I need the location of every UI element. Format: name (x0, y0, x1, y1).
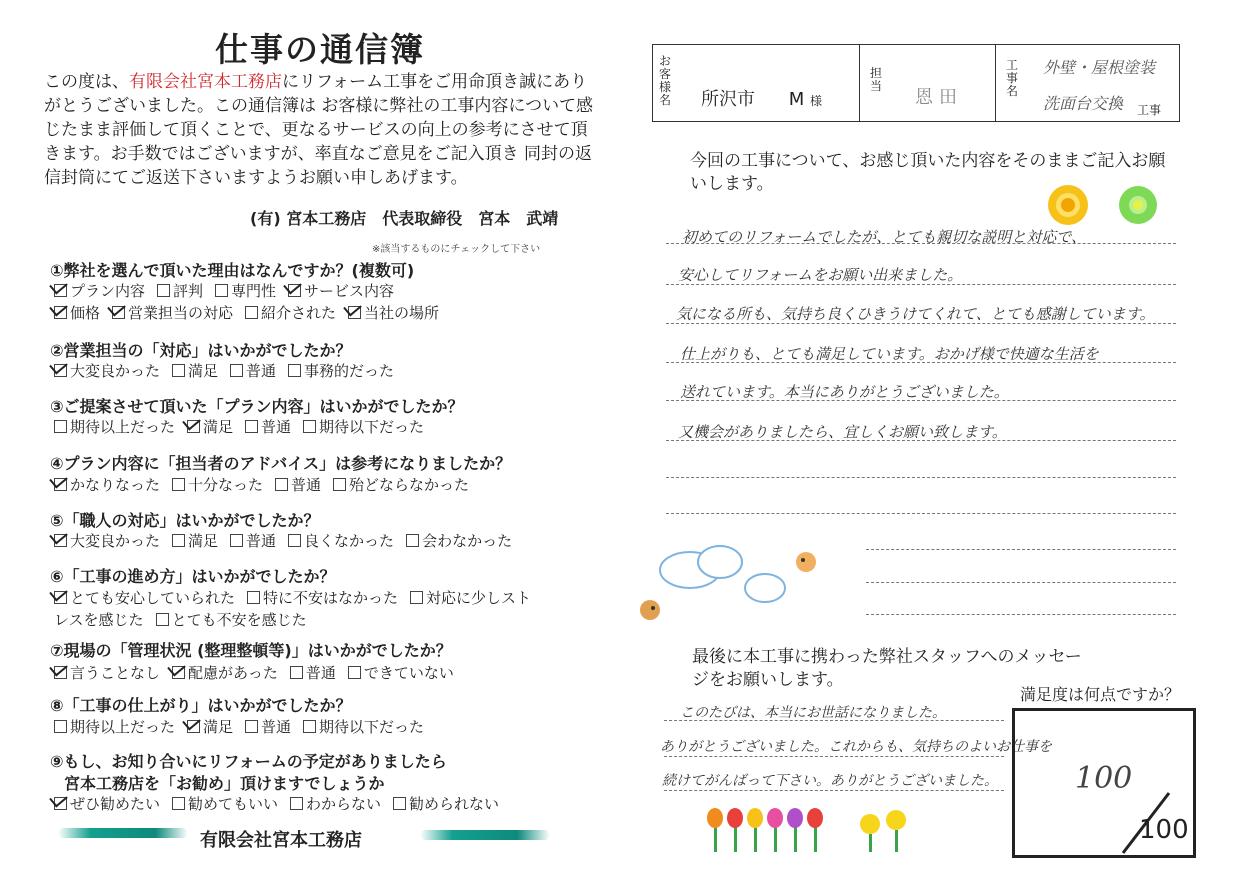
option-item[interactable] (54, 280, 145, 301)
option-item[interactable] (245, 716, 291, 737)
option-item[interactable] (54, 716, 175, 737)
option-label: 普通 (305, 664, 336, 682)
score-value: 100 (1075, 761, 1133, 796)
option-label: できていない (363, 664, 454, 682)
option-label: 十分なった (188, 476, 264, 494)
checkbox[interactable] (172, 364, 185, 377)
checkbox-checked[interactable] (112, 306, 125, 319)
checkbox[interactable] (290, 797, 303, 810)
option-item[interactable] (54, 793, 160, 814)
option-item[interactable] (172, 474, 263, 495)
decorative-brush-right (420, 830, 550, 840)
option-label: ぜひ勧めたい (70, 795, 161, 813)
option-row (54, 609, 319, 630)
score-label: 満足度は何点ですか？ (1020, 685, 1181, 704)
option-label: 大変良かった (70, 532, 161, 550)
checkbox[interactable] (245, 720, 258, 733)
option-row (54, 662, 466, 683)
checkbox[interactable] (172, 478, 185, 491)
option-label: とても安心していられた (70, 589, 236, 607)
option-label: 価格 (70, 304, 101, 322)
checkbox[interactable] (247, 591, 260, 604)
customer-city: 所沢市 (701, 89, 755, 110)
option-row (54, 416, 436, 437)
checkbox-checked[interactable] (348, 306, 361, 319)
question-label: ④プラン内容に「担当者のアドバイス」は参考になりましたか？ (50, 454, 512, 473)
option-label: 期待以下だった (319, 718, 425, 736)
cloud-icon (660, 546, 785, 602)
ruled-line (664, 756, 1004, 757)
checkbox[interactable] (303, 420, 316, 433)
option-row (54, 280, 406, 301)
option-label: 普通 (291, 476, 322, 494)
option-label: 期待以下だった (319, 418, 425, 436)
option-item[interactable] (348, 662, 454, 683)
option-item[interactable] (230, 530, 276, 551)
option-item[interactable] (393, 793, 499, 814)
footer-company-name: 有限会社宮本工務店 (200, 830, 362, 851)
option-item[interactable] (410, 587, 531, 608)
handwritten-comment-line: 送れています。本当にありがとうございました。 (680, 383, 1009, 401)
option-item[interactable] (245, 416, 291, 437)
checkbox-checked[interactable] (187, 720, 200, 733)
option-label: レスを感じた (54, 611, 144, 629)
option-label: かなりなった (70, 476, 161, 494)
checkbox-checked[interactable] (54, 306, 67, 319)
option-item[interactable] (333, 474, 469, 495)
customer-name (701, 85, 822, 111)
work-label-cell (995, 45, 1029, 121)
option-label: 特に不安はなかった (263, 589, 399, 607)
message-prompt: 最後に本工事に携わった弊社スタッフへのメッセージをお願いします。 (692, 647, 1082, 690)
checkbox[interactable] (275, 478, 288, 491)
option-item[interactable] (54, 662, 160, 683)
ruled-line (666, 477, 1176, 478)
option-item[interactable] (172, 360, 218, 381)
option-label: 大変良かった (70, 362, 161, 380)
option-label: 普通 (261, 718, 292, 736)
handwritten-comment-line: 仕上がりも、とても満足しています。おかげ様で快適な生活を (680, 345, 1099, 363)
checkbox[interactable] (410, 591, 423, 604)
staff-label-cell (859, 45, 893, 121)
option-label: 事務的だった (304, 362, 395, 380)
option-item[interactable] (157, 280, 203, 301)
ruled-line (664, 790, 1004, 791)
decorative-brush-left (58, 828, 188, 838)
handwritten-comment-line: 又機会がありましたら、宜しくお願い致します。 (678, 423, 1007, 441)
checkbox[interactable] (303, 720, 316, 733)
option-item[interactable] (288, 530, 394, 551)
option-item[interactable] (172, 662, 278, 683)
option-label: 普通 (246, 362, 277, 380)
option-label: 良くなかった (304, 532, 395, 550)
option-label: 営業担当の対応 (128, 304, 234, 322)
ruled-line (866, 614, 1176, 615)
checkbox-checked[interactable] (187, 420, 200, 433)
option-row (54, 474, 481, 495)
sunflower-icon (1048, 185, 1088, 225)
green-flower-icon (1119, 186, 1157, 224)
option-item[interactable] (290, 793, 381, 814)
page-title: 仕事の通信簿 (215, 30, 425, 69)
staff-label: 担当 (869, 66, 882, 93)
option-item[interactable] (247, 587, 398, 608)
option-label: とても不安を感じた (171, 611, 307, 629)
checkbox-checked[interactable] (54, 364, 67, 377)
work-label: 工事名 (1005, 58, 1018, 98)
option-row (54, 360, 406, 381)
work-suffix: 工事 (1137, 103, 1162, 117)
option-item[interactable] (54, 587, 235, 608)
checkbox[interactable] (54, 720, 67, 733)
option-row (54, 793, 511, 814)
option-label: プラン内容 (70, 282, 146, 300)
option-item[interactable] (230, 360, 276, 381)
checkbox[interactable] (348, 666, 361, 679)
option-row (54, 587, 543, 608)
option-item[interactable] (288, 360, 394, 381)
option-item[interactable] (290, 662, 336, 683)
question-label-line2: 宮本工務店を「お勧め」頂けますでしょうか (64, 774, 385, 793)
checkbox[interactable] (230, 364, 243, 377)
ruled-line (866, 549, 1176, 550)
checkbox[interactable] (156, 613, 169, 626)
bird-icon (796, 552, 816, 572)
option-label: 言うことなし (70, 664, 161, 682)
option-label: 満足 (188, 362, 219, 380)
intro-before-company: この度は、 (44, 72, 129, 92)
option-label: 期待以上だった (70, 718, 176, 736)
option-item[interactable] (54, 474, 160, 495)
handwritten-comment-line: 安心してリフォームをお願い出来ました。 (678, 266, 963, 284)
option-row (54, 302, 451, 323)
checkbox[interactable] (406, 534, 419, 547)
option-item[interactable] (288, 280, 394, 301)
checkbox[interactable] (215, 284, 228, 297)
option-item[interactable] (245, 302, 336, 323)
option-label: 勧めてもいい (188, 795, 279, 813)
checkbox-checked[interactable] (54, 797, 67, 810)
option-label: 評判 (173, 282, 204, 300)
handwritten-message-line: 続けてがんばって下さい。ありがとうございました。 (662, 773, 998, 789)
option-item[interactable] (172, 793, 278, 814)
option-item[interactable] (156, 609, 307, 630)
question-label: ⑨もし、お知り合いにリフォームの予定がありましたら (50, 752, 447, 771)
question-label: ⑦現場の「管理状況 (整理整頓等)」はいかがでしたか？ (50, 641, 452, 660)
ruled-line (866, 582, 1176, 583)
option-row (54, 530, 524, 551)
option-label: 期待以上だった (70, 418, 176, 436)
option-item[interactable] (54, 416, 175, 437)
signature: (有) 宮本工務店 代表取締役 宮本 武靖 (250, 209, 559, 228)
yellow-flower-icons (860, 810, 906, 852)
checkbox-checked[interactable] (172, 666, 185, 679)
handwritten-message-line: このたびは、本当にお世話になりました。 (680, 705, 946, 721)
checkbox[interactable] (245, 306, 258, 319)
option-item[interactable] (303, 416, 424, 437)
option-label: 殆どならなかった (349, 476, 470, 494)
checkbox[interactable] (333, 478, 346, 491)
option-label: 専門性 (231, 282, 277, 300)
work-line-2: 洗面台交換 (1043, 94, 1124, 113)
intro-after-company: にリフォーム工事をご用命頂き誠にありがとうございました。この通信簿は お客様に弊社の工事内容について感じたまま評価して頂くことで、更なるサービスの向上の参考にさせて頂きます。お手数ではございますが、率直なご意見をご記入頂き 同封の返信封筒にてご返送下さいますようお願い申しあげます。 (44, 72, 594, 188)
handwritten-comment-line: 初めてのリフォームでしたが、とても親切な説明と対応で、 (682, 228, 1086, 246)
question-label: ⑧「工事の仕上がり」はいかがでしたか？ (50, 696, 352, 715)
option-label: 配慮があった (188, 664, 278, 682)
customer-suffix: 様 (810, 94, 823, 108)
option-item[interactable] (275, 474, 321, 495)
handwritten-comment-line: 気になる所も、気持ち良くひきうけてくれて、とても感謝しています。 (676, 305, 1155, 323)
checkbox[interactable] (288, 534, 301, 547)
option-label: 対応に少しスト (426, 589, 532, 607)
checkbox-checked[interactable] (54, 666, 67, 679)
option-label: 当社の場所 (364, 304, 440, 322)
score-max: 100 (1139, 815, 1189, 845)
option-label: 普通 (261, 418, 292, 436)
option-label: 満足 (203, 718, 234, 736)
check-note: ※該当するものにチェックして下さい (372, 244, 541, 255)
checkbox[interactable] (290, 666, 303, 679)
question-label: ③ご提案させて頂いた「プラン内容」はいかがでしたか？ (50, 397, 464, 416)
option-item[interactable] (348, 302, 439, 323)
option-item[interactable] (172, 530, 218, 551)
customer-initial: M (788, 89, 805, 110)
option-item[interactable] (215, 280, 276, 301)
cloud-decoration (630, 540, 830, 630)
option-label: 紹介された (261, 304, 337, 322)
question-label: ⑥「工事の進め方」はいかがでしたか？ (50, 567, 336, 586)
checkbox[interactable] (54, 420, 67, 433)
option-item[interactable] (54, 360, 160, 381)
question-label: ⑤「職人の対応」はいかがでしたか？ (50, 511, 320, 530)
option-label: 会わなかった (422, 532, 513, 550)
question-label: ②営業担当の「対応」はいかがでしたか？ (50, 341, 352, 360)
option-item[interactable] (54, 609, 144, 630)
option-item[interactable] (112, 302, 233, 323)
score-box (1012, 708, 1196, 858)
checkbox-checked[interactable] (288, 284, 301, 297)
checkbox[interactable] (288, 364, 301, 377)
bird-icon-2 (640, 600, 660, 620)
checkbox[interactable] (172, 797, 185, 810)
intro-company-name: 有限会社宮本工務店 (129, 72, 282, 92)
option-row (54, 716, 436, 737)
question-label: ①弊社を選んで頂いた理由はなんですか？(複数可) (50, 261, 415, 280)
checkbox[interactable] (393, 797, 406, 810)
checkbox[interactable] (172, 534, 185, 547)
tulip-icons (707, 808, 823, 852)
staff-name: 恩田 (915, 87, 963, 108)
option-label: 満足 (188, 532, 219, 550)
option-label: 勧められない (409, 795, 500, 813)
checkbox-checked[interactable] (54, 284, 67, 297)
customer-info-table (652, 44, 1180, 122)
handwritten-message-line: ありがとうございました。これからも、気持ちのよいお仕事を (660, 739, 1052, 755)
tulip-decoration (700, 800, 920, 860)
option-label: サービス内容 (304, 282, 395, 300)
customer-label: お客様名 (658, 54, 671, 107)
ruled-line (666, 513, 1176, 514)
option-label: 普通 (246, 532, 277, 550)
option-label: 満足 (203, 418, 234, 436)
checkbox-checked[interactable] (54, 534, 67, 547)
option-label: わからない (306, 795, 382, 813)
option-item[interactable] (54, 302, 100, 323)
checkbox-checked[interactable] (54, 591, 67, 604)
checkbox[interactable] (230, 534, 243, 547)
option-item[interactable] (54, 530, 160, 551)
checkbox-checked[interactable] (54, 478, 67, 491)
option-item[interactable] (187, 716, 233, 737)
option-item[interactable] (406, 530, 512, 551)
comment-prompt: 今回の工事について、お感じ頂いた内容をそのままご記入お願いします。 (690, 151, 1166, 194)
intro-text (44, 70, 604, 190)
flower-icons (1040, 180, 1170, 230)
work-line-1: 外壁・屋根塗装 (1043, 58, 1156, 77)
option-item[interactable] (303, 716, 424, 737)
checkbox[interactable] (157, 284, 170, 297)
checkbox[interactable] (245, 420, 258, 433)
option-item[interactable] (187, 416, 233, 437)
